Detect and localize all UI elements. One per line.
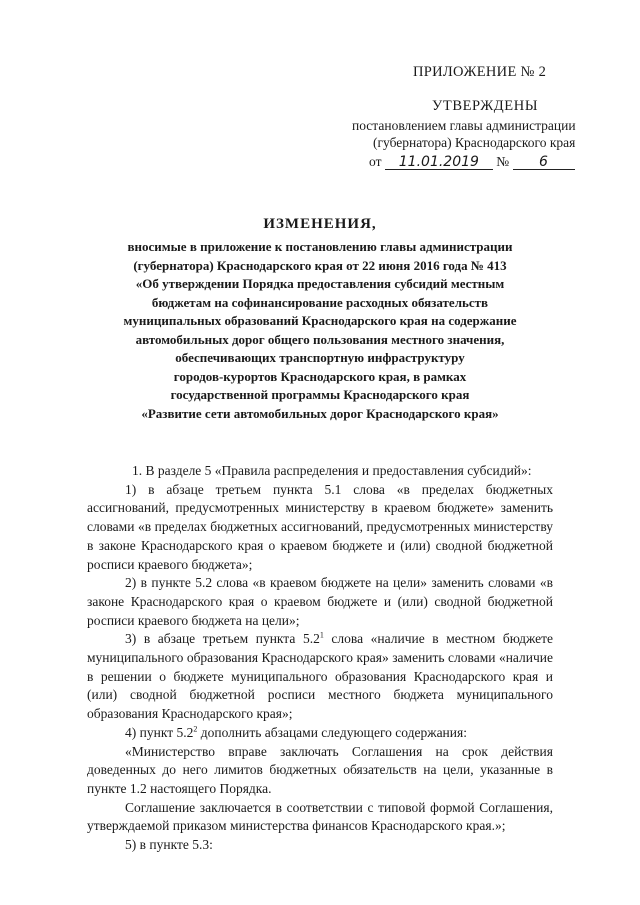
subtitle-line: городов-курортов Краснодарского края, в рамках [173,368,467,384]
superscript: 2 [193,724,198,734]
handwritten-date: 11.01.2019 [385,155,493,170]
decree-reference-line1: постановлением главы администрации [352,118,576,133]
decree-reference-line2: (губернатора) Краснодарского края [373,135,576,150]
appendix-number: ПРИЛОЖЕНИЕ № 2 [413,64,547,80]
paragraph-section-1: 1. В разделе 5 «Правила распределения и предоставления субсидий»: [132,463,532,478]
subitem-3-rest: слова «наличие в местном бюджете муниципального образования Краснодарского края» заменить словами «наличие в решении о бюджете муниципального образования Краснодарского края и (или) сводной бюджетной росписи местного бюджета муниципального образования Краснодарского края»; [87,631,553,722]
paragraph-quote-2: Соглашение заключается в соответствии с типовой формой Соглашения, утверждаемой приказом министерства финансов Краснодарского края.»; [87,799,553,834]
paragraph-subitem-4 [87,724,553,743]
paragraph-quote-1: «Министерство вправе заключать Соглашения на срок действия доведенных до него лимитов бюджетных обязательств на цели, указанные в пункте 1.2 настоящего Порядка. [87,743,553,796]
date-prefix: от [369,154,382,169]
document-body [87,462,553,855]
paragraph-subitem-1: 1) в абзаце третьем пункта 5.1 слова «в пределах бюджетных ассигнований, предусмотренных министерству в краевом бюджете» заменить словами «в пределах бюджетных ассигнований, предусмотренных министерству в законе Краснодарского края о краевом бюджете и (или) сводной бюджетной росписи краевого бюджета»; [87,481,553,572]
paragraph-subitem-2: 2) в пункте 5.2 слова «в краевом бюджете на цели» заменить словами «в законе Краснодарского края о краевом бюджете и (или) сводной бюджетной росписи краевого бюджета на цели»; [87,575,553,628]
paragraph-subitem-3 [87,630,553,724]
subtitle-line: муниципальных образований Краснодарского края на содержание [123,313,517,328]
subtitle-line: вносимые в приложение к постановлению главы администрации [127,239,513,254]
document-title: ИЗМЕНЕНИЯ, [263,216,377,232]
subtitle-line: бюджетам на софинансирование расходных обязательств [151,294,489,310]
subtitle-line: «Об утверждении Порядка предоставления субсидий местным [135,276,505,291]
subtitle-line: обеспечивающих транспортную инфраструктуру [175,350,465,365]
subitem-4-start: 4) пункт 5.2 [125,724,194,740]
decree-date-line [369,154,575,170]
document-subtitle [90,238,550,423]
superscript: 1 [319,630,324,640]
handwritten-number: 6 [513,155,575,170]
subtitle-line: (губернатора) Краснодарского края от 22 июня 2016 года № 413 [133,257,507,273]
number-prefix: № [496,154,510,169]
subtitle-line: автомобильных дорог общего пользования местного значения, [135,331,505,347]
approved-label: УТВЕРЖДЕНЫ [432,98,539,114]
paragraph-subitem-5: 5) в пункте 5.3: [125,837,213,853]
subtitle-line: «Развитие сети автомобильных дорог Краснодарского края» [141,405,499,421]
subtitle-line: государственной программы Краснодарского края [170,387,470,402]
subitem-4-rest: дополнить абзацами следующего содержания: [197,724,467,740]
subitem-3-start: 3) в абзаце третьем пункта 5.2 [125,631,320,647]
